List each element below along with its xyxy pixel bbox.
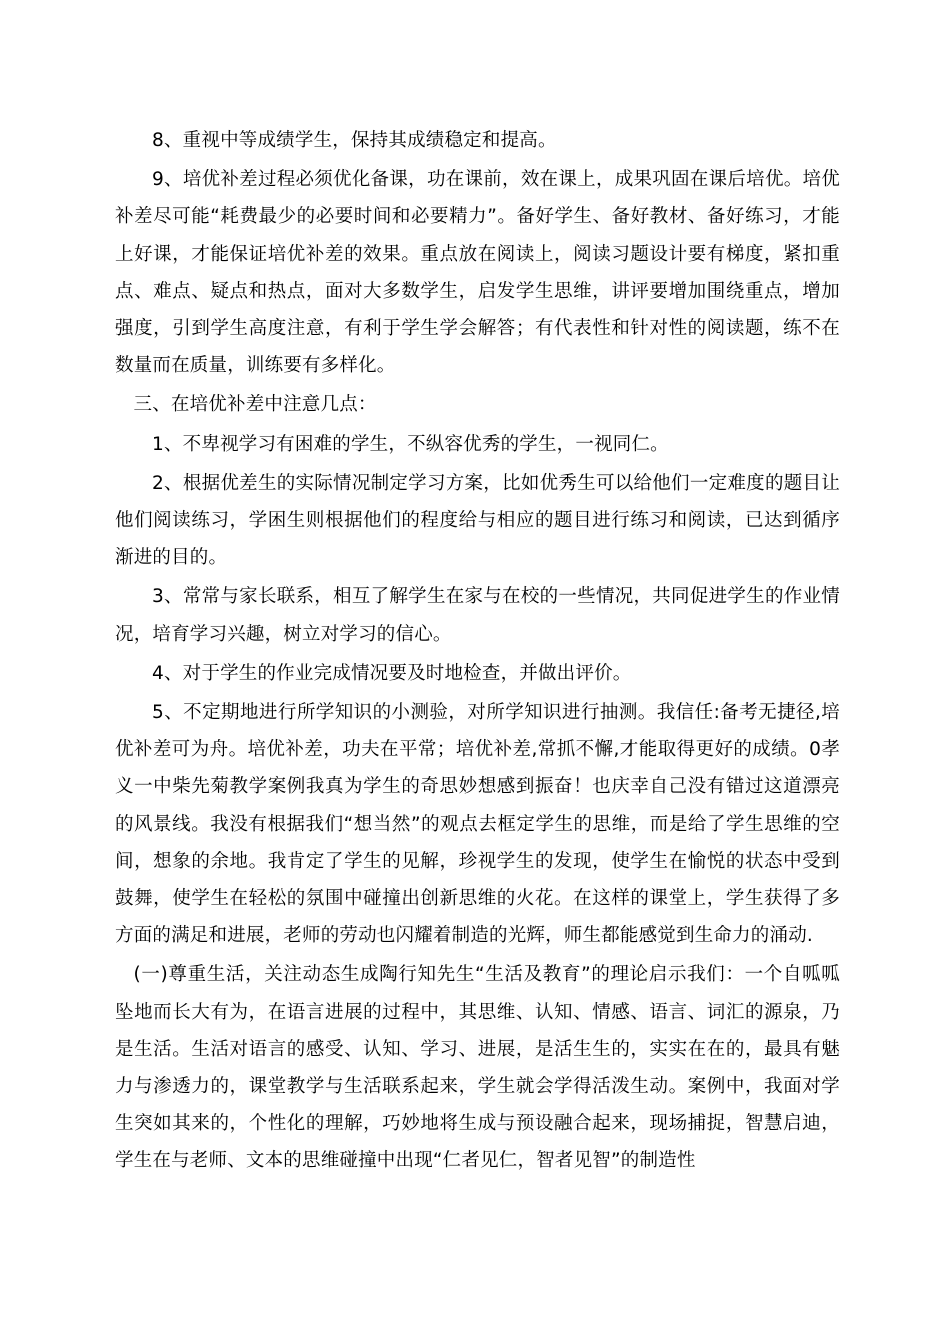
- paragraph-item-8: 8、重视中等成绩学生，保持其成绩稳定和提高。: [152, 130, 557, 151]
- paragraph-note-5: 5、不定期地进行所学知识的小测验，对所学知识进行抽测。我信任:备考无捷径,培优补差可为舟。培优补差，功夫在平常；培优补差,常抓不懈,才能取得更好的成绩。0孝义一中柴先菊教学案例我真为学生的奇思妙想感到振奋！也庆幸自己没有错过这道漂亮的风景线。我没有根据我们“想当然”的观点去框定学生的思维，而是给了学生思维的空间，想象的余地。我肯定了学生的见解，珍视学生的发现，使学生在愉悦的状态中受到鼓舞，使学生在轻松的氛围中碰撞出创新思维的火花。在这样的课堂上，学生获得了多方面的满足和进展，老师的劳动也闪耀着制造的光辉，师生都能感觉到生命力的涌动.: [115, 702, 840, 947]
- paragraph-note-2: 2、根据优差生的实际情况制定学习方案，比如优秀生可以给他们一定难度的题目让他们阅读练习，学困生则根据他们的程度给与相应的题目进行练习和阅读，已达到循序渐进的目的。: [115, 472, 840, 569]
- paragraph-note-3: 3、常常与家长联系，相互了解学生在家与在校的一些情况，共同促进学生的作业情况，培育学习兴趣，树立对学习的信心。: [115, 586, 840, 645]
- paragraph-item-9: 9、培优补差过程必须优化备课，功在课前，效在课上，成果巩固在课后培优。培优补差尽可能“耗费最少的必要时间和必要精力”。备好学生、备好教材、备好练习，才能上好课，才能保证培优补差的效果。重点放在阅读上，阅读习题设计要有梯度，紧扣重点、难点、疑点和热点，面对大多数学生，启发学生思维，讲评要增加围绕重点，增加强度，引到学生高度注意，有利于学生学会解答；有代表性和针对性的阅读题，练不在数量而在质量，训练要有多样化。: [115, 169, 840, 377]
- paragraph-note-1: 1、不卑视学习有困难的学生，不纵容优秀的学生，一视同仁。: [152, 433, 669, 455]
- document-page: [115, 122, 840, 1182]
- paragraph-note-4: 4、对于学生的作业完成情况要及时地检查，并做出评价。: [152, 662, 632, 684]
- section-heading-three: 三、在培优补差中注意几点：: [133, 394, 377, 416]
- paragraph-respect-life: (一)尊重生活，关注动态生成陶行知先生“生活及教育”的理论启示我们：一个自呱呱坠地而长大有为，在语言进展的过程中，其思维、认知、情感、语言、词汇的源泉，乃是生活。生活对语言的感受、认知、学习、进展，是活生生的，实实在在的，最具有魅力与渗透力的，课堂教学与生活联系起来，学生就会学得活泼生动。案例中，我面对学生突如其来的，个性化的理解，巧妙地将生成与预设融合起来，现场捕捉，智慧启迪，学生在与老师、文本的思维碰撞中出现“仁者见仁，智者见智”的制造性: [115, 964, 840, 1172]
